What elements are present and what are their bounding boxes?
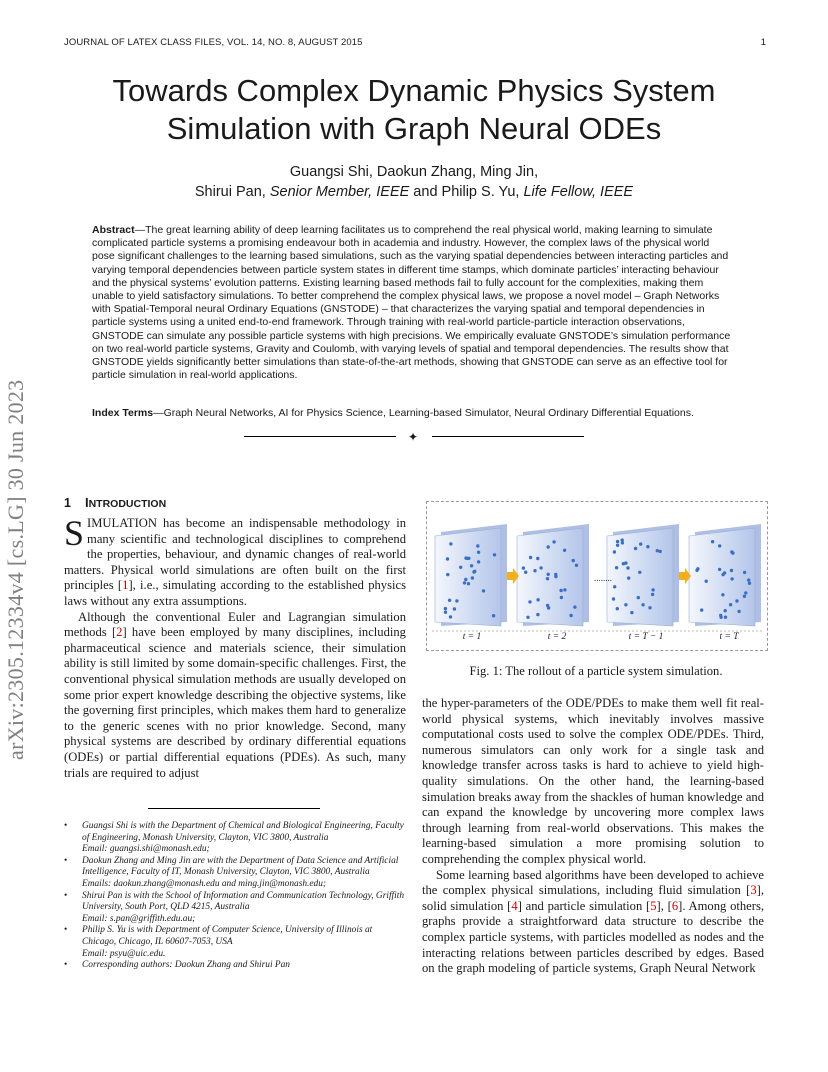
particle-dot [718,544,721,547]
particle-dot [748,582,751,585]
particle-dot [638,571,641,574]
particle-dot [448,599,451,602]
particle-dot [613,585,616,588]
particle-dot [731,551,734,554]
particle-dot [554,575,557,578]
body-text: Some learning based algorithms have been developed to achieve the complex physical simulations, including fluid simulation [ [422,867,764,898]
particle-dot [735,599,738,602]
author-line-2 [60,182,768,202]
particle-dot [627,576,630,579]
index-terms-label: Index Terms [92,407,154,419]
time-label-tminus1: t = T − 1 [628,632,664,642]
particle-dot [639,542,642,545]
body-text: ], [ [656,898,672,913]
particle-dot [711,540,714,543]
paper-title: Towards Complex Dynamic Physics System Simulation with Graph Neural ODEs [112,73,716,146]
citation-link[interactable]: 4 [511,898,518,913]
particle-dot [572,559,575,562]
particle-dot [536,613,539,616]
particle-dot [449,615,452,618]
particle-dot [621,538,624,541]
particle-dot [492,614,495,617]
particle-dot [459,566,462,569]
citation-link[interactable]: 5 [650,898,657,913]
particle-dot [616,540,619,543]
particle-dot [705,580,708,583]
bullet-icon: • [64,855,68,866]
footnote-email: Email: psyu@uic.edu. [82,948,166,959]
footnote-text: Guangsi Shi is with the Department of Chemical and Biological Engineering, Faculty of Engineering, Monash University, Clayton, VIC 3800, Australia [82,821,404,843]
intro-paragraph-2 [64,610,406,782]
abstract-text: —The great learning ability of deep learning facilitates us to comprehend the real physical world, making learning to simulate complicated particle systems a promising endeavour both in academia and industry. However, the complex laws of the physical world pose significant challenges to the learning based simulations, such as the varying spatial dependencies between interacting particles and varying temporal dependencies between particle system states in different time stamps, which dominate particles’ interacting behaviour and the physical systems’ evolution patterns. Existing learning based methods fail to fully account for the complexities, making them unable to yield satisfactory simulations. To better comprehend the complex physical laws, we propose a novel model – Graph Networks with Spatial-Temporal neural Ordinary Equations (GNSTODE) – that characterizes the varying spatial and temporal dependencies in particle systems using a united end-to-end framework. Through training with real-world particle-particle interaction observations, GNSTODE can simulate any possible particle systems with high precisions. We empirically evaluate GNSTODE’s simulation performance on two real-world particle systems, Gravity and Coulomb, with varying levels of spatial and temporal dependencies. The results show that GNSTODE yields significantly better simulations than state-of-the-art methods, showing that GNSTODE can serve as an effective tool for particle simulation in real-world applications. [92,224,731,382]
particle-dot [455,599,458,602]
footnote-text: Daokun Zhang and Ming Jin are with the Department of Data Science and Artificial Intelligence, Faculty of IT, Monash University, Clayton, VIC 3800, Australia [82,855,399,878]
particle-dot [476,544,479,547]
particle-dot [637,596,640,599]
body-text: ] and particle simulation [ [517,898,651,913]
index-terms-text: —Graph Neural Networks, AI for Physics Science, Learning-based Simulator, Neural Ordinary Differential Equations. [153,407,694,419]
author-membership: Senior Member, IEEE [269,184,410,200]
bullet-icon: • [64,960,68,971]
particle-dot [622,562,625,565]
particle-dot [471,576,474,579]
time-label-t2: t = 2 [547,632,567,642]
panel-face [517,528,583,626]
intro-text: ] have been employed by many disciplines, including pharmaceutical science and materials science, their simulation ability is still limited by some domain-specific challenges. First, the conventional physical simulation methods are usually developed on some prior expert knowledge describing the objective systems, like the governing first principles, which makes them hard to generalize to the generic scenes with no prior knowledge. Second, many physical systems are described by ordinary differential equations (ODEs) or partial differential equations (PDEs). As such, many trials are required to adjust [64,625,406,780]
particle-dot [695,569,698,572]
particle-dot [446,557,449,560]
body-text: ], solid simulation [ [422,883,764,913]
particle-dot [547,545,550,548]
particle-dot [444,607,447,610]
particle-dot [700,608,703,611]
particle-dot [473,570,476,573]
state-panel [607,524,679,626]
particle-dot [724,609,727,612]
particle-dot [615,566,618,569]
section-divider [244,430,584,444]
particle-dot [529,556,532,559]
particle-dot [613,550,616,553]
particle-dot [612,597,615,600]
particle-dot [470,564,473,567]
particle-dot [536,557,539,560]
figure-caption: Fig. 1: The rollout of a particle system simulation. [469,664,723,678]
section-number: 1 [64,496,71,510]
intro-text: Although the conventional Euler and Lagrangian simulation methods [ [64,609,406,640]
author-fellowship: Life Fellow, IEEE [523,184,634,200]
footnote-item [64,856,408,891]
particle-dot [552,540,555,543]
bullet-icon: • [64,890,68,901]
footnote-text: Shirui Pan is with the School of Information and Communication Technology, Griffith University, South Port, QLD 4215, Australia [82,890,405,913]
particle-dot [563,549,566,552]
author-philip-yu: and Philip S. Yu, [409,184,524,200]
right-paragraph-1: the hyper-parameters of the ODE/PDEs to make them well fit real-world physical systems, which inevitably involves massive computational costs used to solve the complex ODE/PDEs. Third, numerous simulators can only work for a single task and knowledge transfer across tasks is hard to achieve to yield high-quality simulations. On the other hand, the learning-based simulation breaks away from the shackles of human knowledge and can expand the knowledge by uncovering more complex laws through learning from real-world observations. This makes the learning-based simulation a more promising solution to comprehending the complex physical world. [422,696,764,866]
author-shirui-pan: Shirui Pan, [194,184,270,200]
divider-line-right [432,436,584,437]
particle-dot [730,569,733,572]
state-panel [689,524,761,626]
particle-dot [477,551,480,554]
footnote-item [64,891,408,926]
abstract-label: Abstract [92,224,135,236]
particle-dot [624,603,627,606]
bullet-icon: • [64,821,68,831]
section-heading [64,495,166,510]
particle-dot [575,564,578,567]
particle-dot [524,571,527,574]
particle-dot [528,600,531,603]
particle-dot [641,603,644,606]
particle-dot [651,593,654,596]
particle-dot [630,611,633,614]
particle-dot [547,573,550,576]
footnote-item [64,821,408,856]
particle-dot [646,545,649,548]
section-title-rest: NTRODUCTION [88,498,167,510]
citation-link[interactable]: 3 [750,883,757,898]
particle-dot [651,588,654,591]
author-footnotes [64,821,408,972]
divider-line-left [244,436,396,437]
author-list [60,162,768,202]
running-header: JOURNAL OF LATEX CLASS FILES, VOL. 14, NO. 8, AUGUST 2015 [64,37,363,48]
particle-dot [737,610,740,613]
state-panel [517,524,589,626]
particle-dot [546,577,549,580]
particle-dot [648,606,651,609]
state-panel [435,524,507,626]
dropcap: S [64,513,85,553]
particle-dot [724,616,727,619]
particle-dot [656,549,659,552]
rollout-ellipsis: ........ [594,573,612,583]
footnote-email: Email: s.pan@griffith.edu.au; [82,913,196,924]
intro-paragraph-1 [64,513,406,610]
footnote-item [64,925,408,960]
citation-link[interactable]: 1 [122,578,129,593]
particle-dot [467,582,470,585]
particle-dot [659,550,662,553]
particle-dot [463,581,466,584]
arxiv-identifier: arXiv:2305.12334v4 [cs.LG] 30 Jun 2023 [3,379,28,760]
bullet-icon: • [64,925,68,936]
particle-dot [569,614,572,617]
index-terms [92,407,732,420]
footnote-email: Email: guangsi.shi@monash.edu; [82,844,210,855]
particle-dot [743,571,746,574]
footnote-text: Corresponding authors: Daokun Zhang and Shirui Pan [82,960,290,971]
divider-diamond-icon: ✦ [408,430,419,444]
right-column-body [422,696,764,977]
body-text: ]. Among others, graphs provide a straightforward data structure to describe the complex particle systems, with particles modelled as nodes and the interacting relations between particles described by edges. Based on the graph modeling of particle systems, Graph Neural Network [422,898,764,976]
intro-text: has become an indispensable methodology in many scientific and technological disciplines to comprehend the properties, behaviour, and dynamic changes of real-world matters. Physical world simulations are often built on the first principles [ [64,516,406,593]
footnote-text: Philip S. Yu is with Department of Computer Science, University of Illinois at Chicago, Chicago, IL 60607-7053, USA [82,925,373,947]
particle-dot [718,568,721,571]
particle-dot [616,544,619,547]
particle-dot [730,577,733,580]
time-label-t1: t = 1 [462,632,482,642]
particle-dot [453,607,456,610]
rollout-diagram [427,502,767,650]
particle-dot [533,569,536,572]
particle-dot [626,566,629,569]
particle-dot [721,573,724,576]
particle-dot [744,591,747,594]
particle-dot [634,547,637,550]
particle-dot [547,606,550,609]
particle-dot [477,560,480,563]
particle-dot [729,603,732,606]
citation-link[interactable]: 6 [671,898,679,913]
particle-dot [559,589,562,592]
right-paragraph-2 [422,868,764,977]
footnote-item [64,960,408,972]
time-label-tT: t = T [719,632,739,642]
panel-face [689,528,755,626]
page-number: 1 [760,37,766,48]
abstract [92,224,732,382]
particle-dot [743,595,746,598]
author-line-1: Guangsi Shi, Daokun Zhang, Ming Jin, [289,164,539,180]
particle-dot [482,589,485,592]
particle-dot [526,616,529,619]
particle-dot [522,566,525,569]
particle-dot [747,578,750,581]
particle-dot [536,598,539,601]
intro-text: ], i.e., simulating according to the established physics laws without any extra assumptions. [64,578,406,608]
footnote-rule [148,808,320,809]
figure-particle-rollout [426,501,768,651]
particle-dot [563,588,566,591]
section-title-initial: I [84,495,89,510]
particle-dot [449,542,452,545]
particle-dot [466,557,469,560]
dropcap-continuation: IMULATION [87,516,157,530]
particle-dot [573,605,576,608]
left-column-body [64,513,406,781]
particle-dot [616,607,619,610]
citation-link[interactable]: 2 [116,625,123,640]
particle-dot [560,596,563,599]
particle-dot [464,578,467,581]
particle-dot [444,611,447,614]
particle-dot [493,553,496,556]
footnote-email: Emails: daokun.zhang@monash.edu and ming.jin@monash.edu; [82,878,327,889]
particle-dot [539,566,542,569]
particle-dot [446,573,449,576]
particle-dot [721,593,724,596]
particle-dot [719,616,722,619]
